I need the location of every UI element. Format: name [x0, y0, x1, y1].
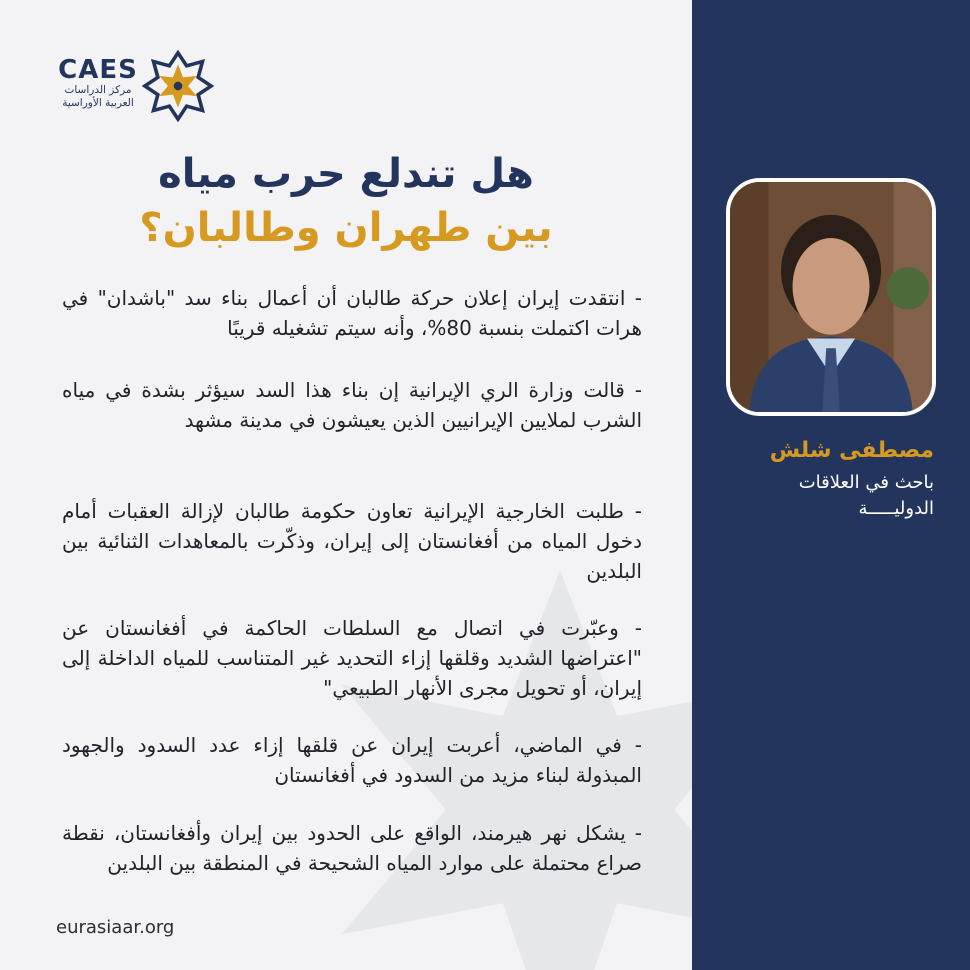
title-line-1: هل تندلع حرب مياه [158, 151, 534, 197]
author-photo [726, 178, 936, 416]
paragraph-1: - انتقدت إيران إعلان حركة طالبان أن أعمال بناء سد "باشدان" في هرات اكتملت بنسبة 80%، وأنه سيتم تشغيله قريبًا [62, 286, 642, 340]
star-emblem-icon [142, 50, 214, 122]
author-role [716, 470, 934, 522]
caes-logo[interactable] [54, 50, 224, 120]
author-portrait-icon [730, 182, 932, 412]
author-role-line-1: باحث في العلاقات [798, 472, 934, 493]
paragraph-6: - يشكل نهر هيرمند، الواقع على الحدود بين إيران وأفغانستان، نقطة صراع محتملة على موارد المياه الشحيحة في المنطقة بين البلدين [62, 821, 642, 875]
author-sidebar [692, 0, 970, 970]
paragraph-3: - طلبت الخارجية الإيرانية تعاون حكومة طالبان لإزالة العقبات أمام دخول المياه من أفغانستان إلى إيران، وذكّرت بالمعاهدات الثنائية بين البلدين [62, 499, 642, 583]
paragraph-2: - قالت وزارة الري الإيرانية إن بناء هذا السد سيؤثر بشدة في مياه الشرب لملايين الإيرانيين الذين يعيشون في مدينة مشهد [62, 378, 642, 432]
logo-line-1: مركز الدراسات [64, 84, 132, 96]
logo-abbreviation: CAES [58, 55, 138, 85]
author-role-line-2: الدوليـــــة [858, 498, 934, 519]
paragraph-5: - في الماضي، أعربت إيران عن قلقها إزاء عدد السدود والجهود المبذولة لبناء مزيد من السدود في أفغانستان [62, 733, 642, 787]
paragraph-4: - وعبّرت في اتصال مع السلطات الحاكمة في أفغانستان عن "اعتراضها الشديد وقلقها إزاء التحديد غير المتناسب للمياه الداخلة إلى إيران، أو تحويل مجرى الأنهار الطبيعي" [62, 616, 642, 700]
website-link[interactable]: eurasiaar.org [56, 917, 175, 938]
logo-line-2: العربية الأوراسية [62, 97, 134, 109]
logo-text [54, 56, 142, 110]
author-name: مصطفى شلش [769, 438, 934, 463]
title-line-2: بين طهران وطالبان؟ [139, 205, 553, 251]
